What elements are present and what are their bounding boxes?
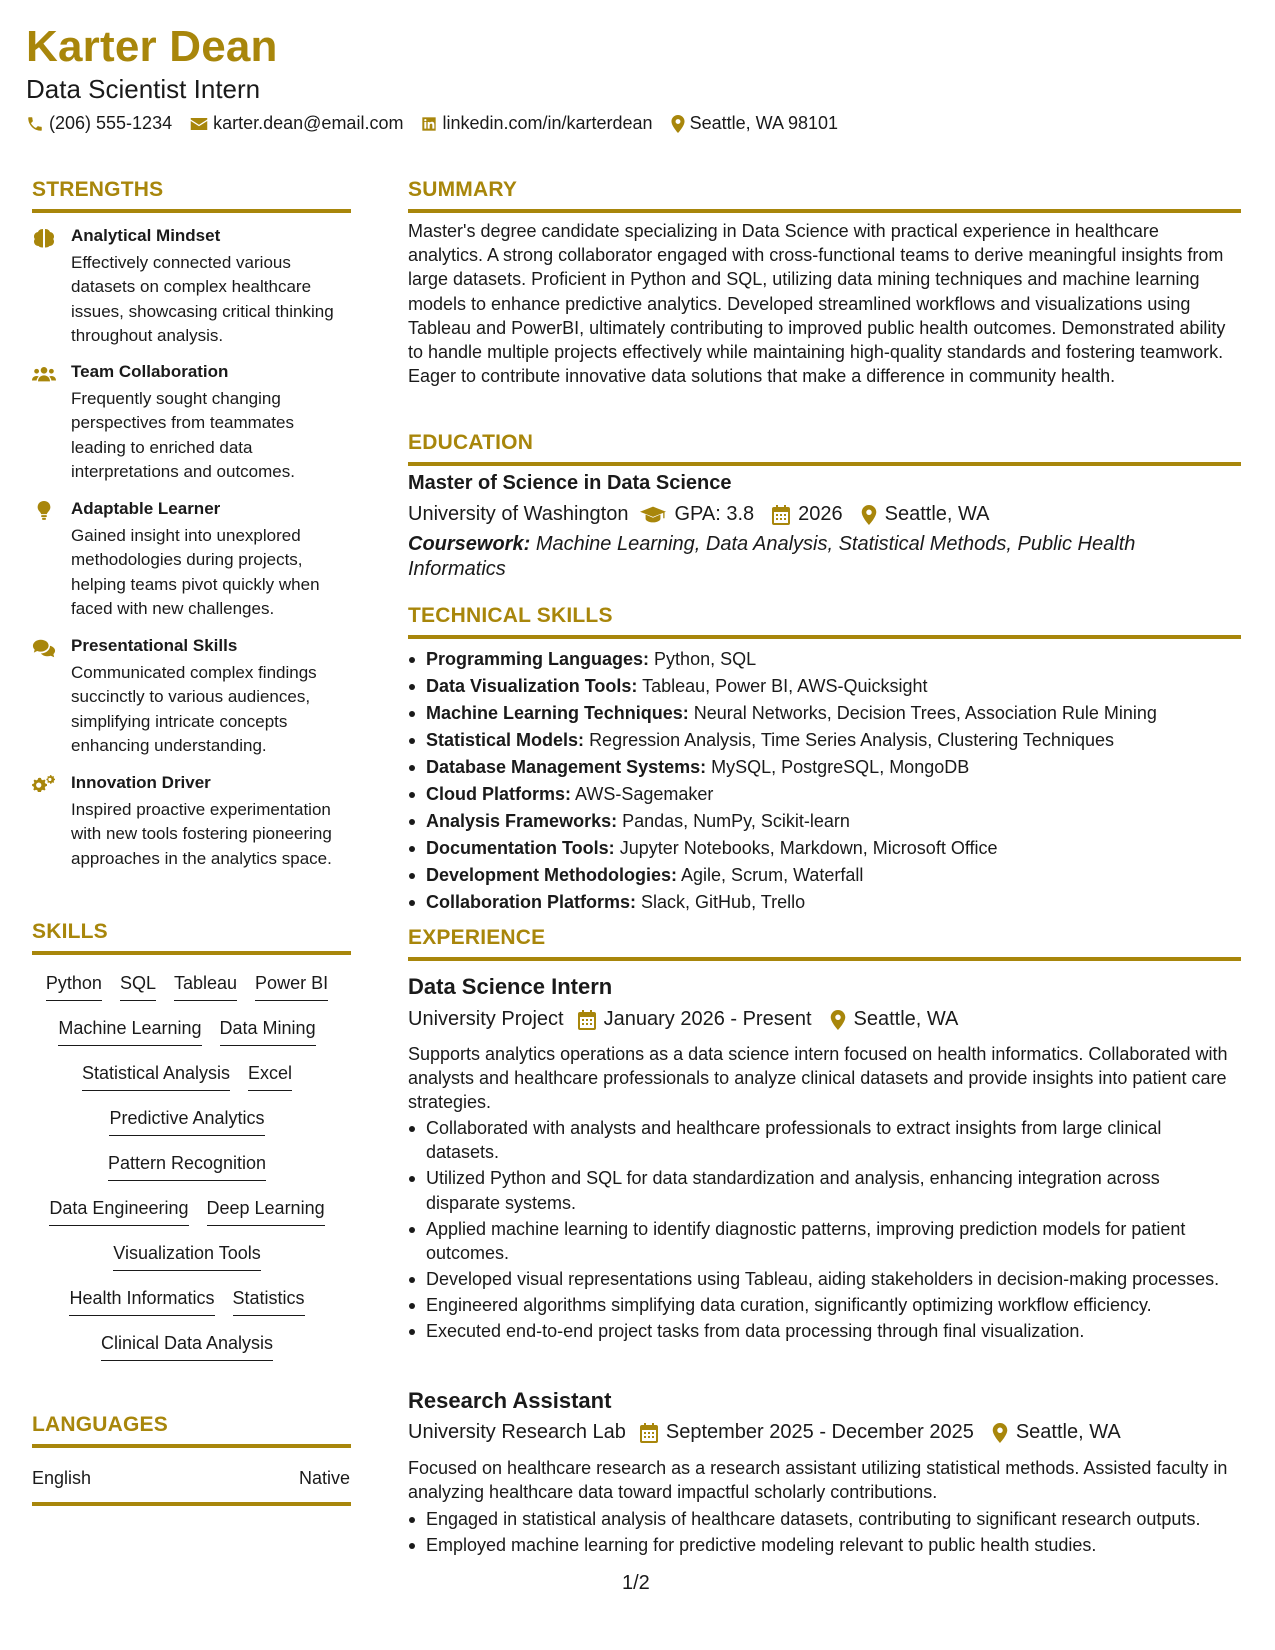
skill-tag: Data Engineering — [49, 1198, 188, 1226]
list-item — [408, 755, 1238, 779]
graduation-cap-icon — [640, 506, 666, 524]
skill-tag: Clinical Data Analysis — [101, 1333, 273, 1361]
map-pin-icon — [671, 115, 685, 133]
skills-row — [32, 1198, 342, 1226]
list-item — [408, 728, 1238, 752]
list-item — [408, 647, 1238, 671]
list-item — [408, 701, 1238, 725]
skill-category: Programming Languages: — [426, 649, 650, 669]
school-name: University of Washington — [408, 503, 629, 525]
strength-title: Team Collaboration — [71, 362, 229, 381]
skills-heading: SKILLS — [32, 920, 108, 943]
experience-divider — [408, 957, 1241, 961]
users-icon — [32, 364, 56, 384]
school-location: Seattle, WA — [884, 503, 990, 525]
lightbulb-icon — [32, 501, 56, 521]
envelope-icon — [190, 116, 208, 132]
list-item — [408, 809, 1238, 833]
brain-icon — [32, 228, 56, 248]
list-item — [408, 836, 1238, 860]
skills-row — [32, 1288, 342, 1316]
job-dates: September 2025 - December 2025 — [665, 1421, 974, 1443]
skills-row — [32, 1243, 342, 1271]
strength-desc: Effectively connected various datasets on complex healthcare issues, showcasing critical thinking throughout analysis. — [71, 253, 334, 346]
skill-tag: Power BI — [255, 973, 328, 1001]
list-item: Applied machine learning to identify diagnostic patterns, improving prediction models for patient outcomes. — [408, 1217, 1238, 1266]
linkedin-text: linkedin.com/in/karterdean — [442, 113, 653, 133]
experience-heading: EXPERIENCE — [408, 926, 546, 949]
candidate-title: Data Scientist Intern — [26, 74, 261, 104]
location-text: Seattle, WA 98101 — [689, 113, 839, 133]
skill-category: Collaboration Platforms: — [426, 892, 637, 912]
comments-icon — [32, 638, 56, 658]
skills-row — [32, 1018, 342, 1046]
job-bullets — [408, 1507, 1238, 1559]
skill-tag: Visualization Tools — [113, 1243, 260, 1271]
list-item — [408, 863, 1238, 887]
language-name: English — [32, 1468, 92, 1488]
contact-linkedin[interactable] — [421, 113, 652, 134]
skill-tag: Data Mining — [220, 1018, 316, 1046]
skill-tag: Python — [46, 973, 102, 1001]
candidate-name: Karter Dean — [26, 22, 278, 71]
skill-tag: Predictive Analytics — [109, 1108, 264, 1136]
language-item — [32, 1468, 350, 1489]
skill-tag: Machine Learning — [58, 1018, 201, 1046]
education-meta — [408, 503, 990, 526]
skills-divider — [32, 951, 351, 955]
list-item — [408, 674, 1238, 698]
technical-skills-heading: TECHNICAL SKILLS — [408, 604, 613, 627]
job-description: Focused on healthcare research as a research assistant utilizing statistical methods. Assisted faculty in analyzing healthcare data toward impactful scholarly contributions. — [408, 1458, 1228, 1503]
skills-row — [32, 1108, 342, 1136]
job-bullets — [408, 1116, 1238, 1345]
calendar-icon — [772, 505, 790, 525]
list-item: Employed machine learning for predictive modeling relevant to public health studies. — [408, 1533, 1238, 1557]
phone-icon — [26, 115, 44, 133]
list-item: Engineered algorithms simplifying data curation, significantly optimizing workflow efficiency. — [408, 1293, 1238, 1317]
summary-text: Master's degree candidate specializing in Data Science with practical experience in healthcare analytics. A strong collaborator engaged with cross-functional teams to derive meaningful insights from large datasets. Proficient in Python and SQL, utilizing data mining techniques and machine learning models to enhance predictive analytics. Developed streamlined workflows and visualizations using Tableau and PowerBI, ultimately contributing to improved public health outcomes. Demonstrated ability to handle multiple projects effectively while maintaining high-quality standards and fostering teamwork. Eager to contribute innovative data solutions that make a difference in community health. — [408, 221, 1226, 387]
contact-phone[interactable] — [26, 113, 172, 134]
job-dates: January 2026 - Present — [603, 1008, 812, 1030]
technical-skills-divider — [408, 635, 1241, 639]
calendar-icon — [640, 1423, 658, 1443]
page-indicator: 1/2 — [622, 1572, 650, 1594]
map-pin-icon — [830, 1010, 846, 1030]
language-level-bar — [32, 1502, 351, 1506]
list-item: Engaged in statistical analysis of healthcare datasets, contributing to significant research outputs. — [408, 1507, 1238, 1531]
calendar-icon — [578, 1010, 596, 1030]
job-title: Research Assistant — [408, 1388, 612, 1413]
list-item: Developed visual representations using Tableau, aiding stakeholders in decision-making processes. — [408, 1267, 1238, 1291]
strengths-divider — [32, 209, 351, 213]
skills-row — [32, 1333, 342, 1361]
technical-skills-list — [408, 647, 1238, 917]
skill-tag: SQL — [120, 973, 156, 1001]
languages-heading: LANGUAGES — [32, 1413, 168, 1436]
skill-values: Slack, GitHub, Trello — [641, 892, 806, 912]
strength-title: Analytical Mindset — [71, 226, 221, 245]
skill-tag: Statistical Analysis — [82, 1063, 230, 1091]
job-org: University Research Lab — [408, 1421, 626, 1443]
skill-values: Python, SQL — [654, 649, 757, 669]
languages-divider — [32, 1444, 351, 1448]
list-item: Utilized Python and SQL for data standardization and analysis, enhancing integration across disparate systems. — [408, 1166, 1238, 1215]
education-heading: EDUCATION — [408, 431, 534, 454]
coursework-list: Machine Learning, Data Analysis, Statistical Methods, Public Health Informatics — [408, 533, 1136, 580]
skill-category: Data Visualization Tools: — [426, 676, 638, 696]
degree-title: Master of Science in Data Science — [408, 472, 732, 494]
skill-category: Database Management Systems: — [426, 757, 707, 777]
coursework-label: Coursework: — [408, 533, 531, 555]
skills-row — [32, 1063, 342, 1091]
summary-heading: SUMMARY — [408, 178, 518, 201]
skill-tag: Deep Learning — [207, 1198, 325, 1226]
language-level: Native — [298, 1468, 350, 1488]
linkedin-icon — [421, 116, 437, 132]
skill-values: Pandas, NumPy, Scikit-learn — [622, 811, 850, 831]
gears-icon — [32, 775, 56, 795]
summary-divider — [408, 209, 1241, 213]
map-pin-icon — [861, 505, 877, 525]
strength-desc: Gained insight into unexplored methodologies during projects, helping teams pivot quickly when faced with new challenges. — [71, 526, 320, 619]
map-pin-icon — [992, 1423, 1008, 1443]
skill-tag: Health Informatics — [69, 1288, 214, 1316]
job-org: University Project — [408, 1008, 564, 1030]
skill-values: MySQL, PostgreSQL, MongoDB — [711, 757, 970, 777]
skill-tag: Excel — [248, 1063, 292, 1091]
skill-tag: Pattern Recognition — [108, 1153, 266, 1181]
strengths-heading: STRENGTHS — [32, 178, 164, 201]
skill-category: Statistical Models: — [426, 730, 585, 750]
job-description: Supports analytics operations as a data science intern focused on health informatics. Collaborated with analysts and healthcare professionals to analyze clinical datasets and provide insights into patient care strategies. — [408, 1044, 1228, 1113]
list-item: Collaborated with analysts and healthcare professionals to extract insights from large clinical datasets. — [408, 1116, 1238, 1165]
graduation-year: 2026 — [798, 503, 843, 525]
email-text: karter.dean@email.com — [213, 113, 404, 133]
skill-category: Documentation Tools: — [426, 838, 615, 858]
contact-location — [671, 113, 838, 134]
job-meta — [408, 1008, 958, 1031]
job-meta — [408, 1421, 1121, 1444]
strength-desc: Inspired proactive experimentation with new tools fostering pioneering approaches in the analytics space. — [71, 800, 332, 868]
education-divider — [408, 462, 1241, 466]
strength-desc: Frequently sought changing perspectives from teammates leading to enriched data interpretations and outcomes. — [71, 389, 295, 482]
skill-category: Development Methodologies: — [426, 865, 678, 885]
skills-row — [32, 1153, 342, 1181]
skill-tag: Tableau — [174, 973, 237, 1001]
coursework — [408, 532, 1168, 582]
skill-values: Tableau, Power BI, AWS-Quicksight — [642, 676, 928, 696]
job-location: Seattle, WA — [853, 1008, 959, 1030]
skills-row — [32, 973, 342, 1001]
skill-values: Neural Networks, Decision Trees, Association Rule Mining — [693, 703, 1157, 723]
strength-title: Adaptable Learner — [71, 499, 221, 518]
contact-bar — [26, 113, 838, 134]
strength-desc: Communicated complex findings succinctly to various audiences, simplifying intricate concepts enhancing understanding. — [71, 663, 317, 756]
strength-title: Presentational Skills — [71, 636, 238, 655]
contact-email[interactable] — [190, 113, 403, 134]
skill-category: Machine Learning Techniques: — [426, 703, 689, 723]
job-location: Seattle, WA — [1015, 1421, 1121, 1443]
list-item — [408, 782, 1238, 806]
skill-values: Jupyter Notebooks, Markdown, Microsoft Office — [619, 838, 998, 858]
gpa-text: GPA: 3.8 — [674, 503, 755, 525]
phone-text: (206) 555-1234 — [49, 113, 173, 133]
list-item — [408, 890, 1238, 914]
skill-values: AWS-Sagemaker — [575, 784, 714, 804]
skill-category: Cloud Platforms: — [426, 784, 572, 804]
job-title: Data Science Intern — [408, 974, 613, 999]
skill-category: Analysis Frameworks: — [426, 811, 618, 831]
strength-title: Innovation Driver — [71, 773, 211, 792]
skill-tag: Statistics — [233, 1288, 305, 1316]
list-item: Executed end-to-end project tasks from data processing through final visualization. — [408, 1319, 1238, 1343]
skill-values: Agile, Scrum, Waterfall — [681, 865, 864, 885]
skill-values: Regression Analysis, Time Series Analysis, Clustering Techniques — [589, 730, 1114, 750]
